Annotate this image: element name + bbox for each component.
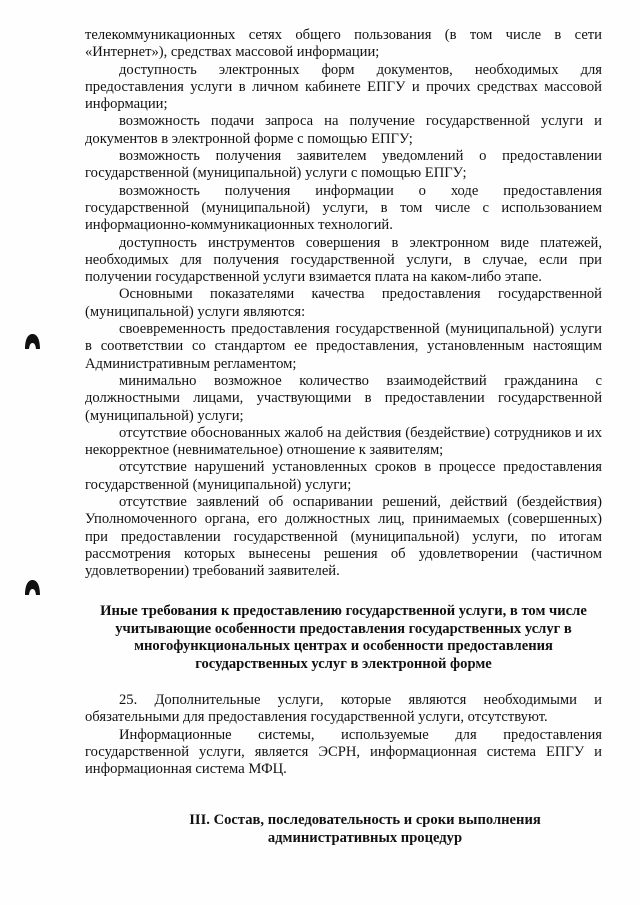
paragraph: Основными показателями качества предоставления государственной (муниципальной) услуги являются: (85, 286, 602, 320)
chapter-heading-line: административных процедур (267, 830, 463, 846)
chapter-heading-line: III. Состав, последовательность и сроки выполнения (189, 812, 541, 828)
section-heading: Иные требования к предоставлению государственной услуги, в том числе учитывающие особенности предоставления государственных услуг в многофункциональных центрах и особенности предоставления государственных услуг в электронной форме (100, 603, 587, 672)
paragraph: отсутствие обоснованных жалоб на действия (бездействие) сотрудников и их некорректное (невнимательное) отношение к заявителям; (85, 424, 602, 459)
paragraph: своевременность предоставления государственной (муниципальной) услуги в соответствии со стандартом ее предоставления, установленным настоящим Административным регламентом; (85, 321, 602, 372)
document-body (85, 27, 602, 581)
paragraph: возможность получения информации о ходе предоставления государственной (муниципальной) услуги, в том числе с использованием информационно-коммуникационных технологий. (85, 182, 602, 234)
paragraph: отсутствие нарушений установленных сроков в процессе предоставления государственной (муниципальной) услуги; (85, 459, 602, 493)
paragraph: отсутствие заявлений об оспаривании решений, действий (бездействия) Уполномоченного органа, его должностных лиц, принимаемых (совершенных) при предоставлении государственной (муниципальной) услуги, по итогам рассмотрения которых вынесены решения об удовлетворении (частичном удовлетворении) требований заявителей. (85, 494, 602, 580)
paragraph: возможность подачи запроса на получение государственной услуги и документов в электронной форме с помощью ЕПГУ; (85, 113, 602, 147)
punch-hole-icon (24, 579, 41, 596)
paragraph: Информационные системы, используемые для предоставления государственной услуги, является ЭСРН, информационная система ЕПГУ и информационная система МФЦ. (85, 726, 602, 778)
paragraph: возможность получения заявителем уведомлений о предоставлении государственной (муниципальной) услуги с помощью ЕПГУ; (85, 148, 602, 182)
paragraph: доступность электронных форм документов, необходимых для предоставления услуги в личном кабинете ЕПГУ и прочих средствах массовой информации; (85, 61, 602, 113)
paragraph: доступность инструментов совершения в электронном виде платежей, необходимых для получения государственной услуги, в случае, если при получении государственной услуги взимается плата на каком-либо этапе. (85, 234, 602, 286)
chapter-heading (85, 811, 640, 847)
paragraph: 25. Дополнительные услуги, которые являются необходимыми и обязательными для предоставления государственной услуги, отсутствуют. (85, 692, 602, 726)
section-body (85, 692, 602, 778)
paragraph: минимально возможное количество взаимодействий гражданина с должностными лицами, участвующими в предоставлении государственной (муниципальной) услуги; (85, 372, 602, 424)
punch-hole-icon (24, 333, 41, 350)
paragraph: телекоммуникационных сетях общего пользования (в том числе в сети «Интернет»), средствах массовой информации; (85, 27, 602, 61)
